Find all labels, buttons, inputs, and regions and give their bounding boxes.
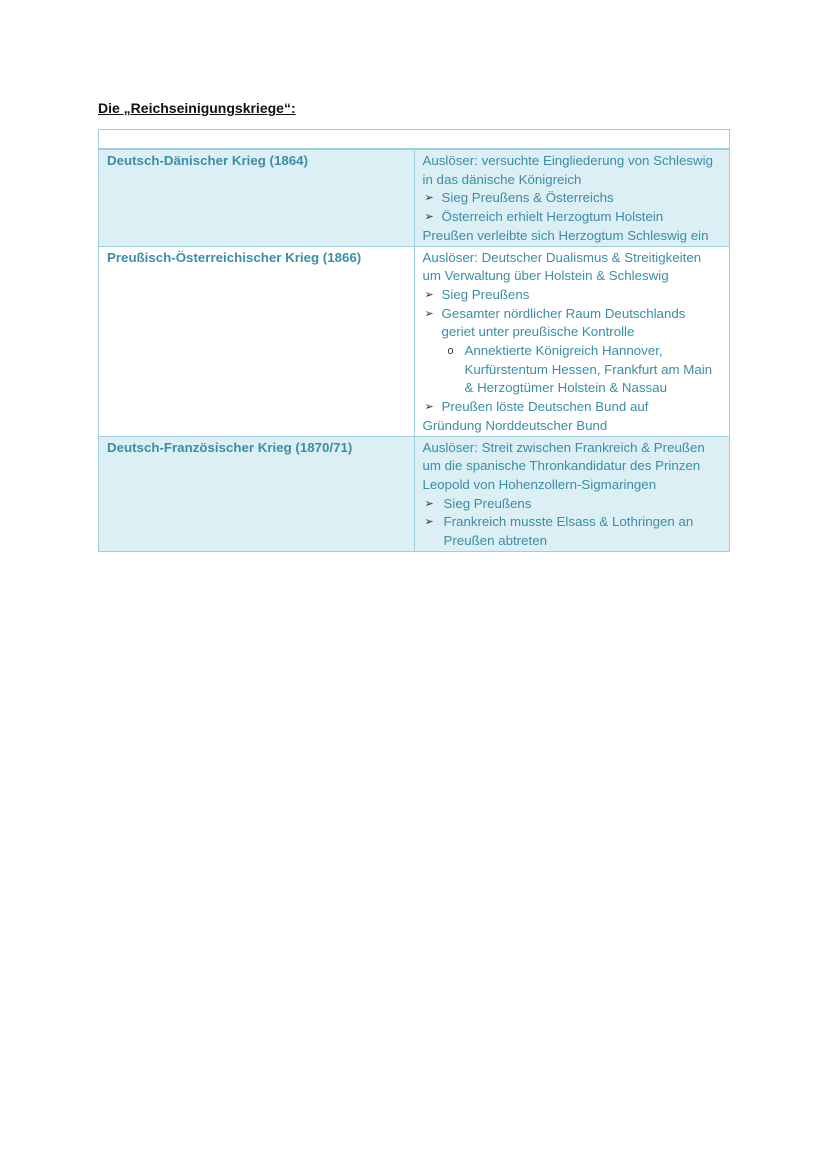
sub-list-item — [446, 342, 723, 398]
war-name-cell: Deutsch-Französischer Krieg (1870/71) — [99, 436, 415, 551]
war-consequence: Gründung Norddeutscher Bund — [422, 417, 608, 433]
arrowhead-bullet-icon: ➢ — [424, 497, 434, 510]
list-item-text: Sieg Preußens — [441, 286, 530, 302]
sub-list-item-text: Annektierte Königreich Hannover, Kurfürstentum Hessen, Frankfurt am Main & Herzogtümer Holstein & Nassau — [464, 343, 713, 396]
circle-bullet-icon: o — [447, 345, 454, 358]
arrowhead-bullet-icon: ➢ — [424, 288, 434, 301]
table-row — [99, 436, 730, 551]
arrowhead-bullet-icon: ➢ — [424, 516, 434, 529]
war-cause: Auslöser: versuchte Eingliederung von Schleswig in das dänische Königreich — [422, 153, 713, 187]
list-item — [423, 208, 723, 227]
list-item-text: Preußen löste Deutschen Bund auf — [441, 399, 649, 415]
war-description-cell — [414, 149, 730, 246]
war-cause: Auslöser: Streit zwischen Frankreich & Preußen um die spanische Thronkandidatur des Prinzen Leopold von Hohenzollern-Sigmaringen — [422, 439, 705, 492]
list-item-text: Frankreich musste Elsass & Lothringen an Preußen abtreten — [443, 514, 694, 549]
bullet-list — [423, 495, 723, 551]
table-row — [99, 149, 730, 246]
list-item — [423, 398, 723, 417]
list-item-text: Sieg Preußens & Österreichs — [441, 190, 614, 206]
bullet-list — [423, 189, 723, 226]
war-name-cell: Preußisch-Österreichischer Krieg (1866) — [99, 246, 415, 436]
list-item — [423, 495, 723, 514]
table-row — [99, 246, 730, 436]
list-item — [423, 286, 723, 305]
bullet-list — [423, 286, 723, 417]
document-heading: Die „Reichseinigungskriege“: — [98, 100, 296, 116]
list-item-text: Österreich erhielt Herzogtum Holstein — [441, 209, 664, 225]
arrowhead-bullet-icon: ➢ — [424, 211, 434, 224]
arrowhead-bullet-icon: ➢ — [424, 192, 434, 205]
list-item — [423, 305, 723, 399]
arrowhead-bullet-icon: ➢ — [424, 307, 434, 320]
list-item — [423, 189, 723, 208]
table-header-row — [99, 130, 730, 150]
wars-table — [98, 129, 730, 552]
table-header-cell — [99, 130, 730, 150]
war-consequence: Preußen verleibte sich Herzogtum Schleswig ein — [422, 227, 709, 243]
sub-bullet-list — [442, 342, 723, 398]
war-description-cell — [414, 246, 730, 436]
list-item-text: Gesamter nördlicher Raum Deutschlands geriet unter preußische Kontrolle — [441, 305, 686, 340]
arrowhead-bullet-icon: ➢ — [424, 401, 434, 414]
war-name-cell: Deutsch-Dänischer Krieg (1864) — [99, 149, 415, 246]
war-cause: Auslöser: Deutscher Dualismus & Streitigkeiten um Verwaltung über Holstein & Schleswig — [422, 249, 702, 284]
list-item — [423, 513, 723, 550]
list-item-text: Sieg Preußens — [443, 495, 532, 511]
war-description-cell — [414, 436, 730, 551]
